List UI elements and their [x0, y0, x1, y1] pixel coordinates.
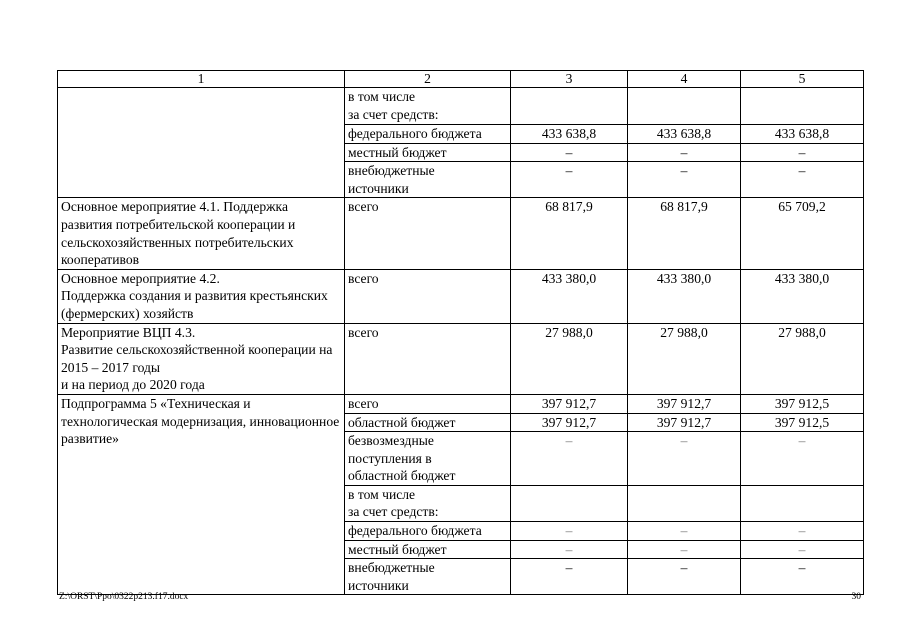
- measure-name: Основное мероприятие 4.2. Поддержка создания и развития крестьянских (фермерских) хозяйств: [58, 269, 345, 323]
- cell: 397 912,5: [741, 394, 864, 413]
- cell: –: [511, 522, 628, 541]
- measure-name: Основное мероприятие 4.1. Поддержка развития потребительской кооперации и сельскохозяйственных потребительских кооперативов: [58, 198, 345, 269]
- subprogram-name: Подпрограмма 5 «Техническая и технологическая модернизация, инновационное развитие»: [58, 394, 345, 595]
- cell: 68 817,9: [511, 198, 628, 269]
- cell: 397 912,5: [741, 413, 864, 432]
- col-header-3: 3: [511, 71, 628, 88]
- table-row: [58, 88, 864, 125]
- empty-cell: [58, 88, 345, 198]
- cell: –: [628, 522, 741, 541]
- row-label: всего: [345, 394, 511, 413]
- cell: –: [741, 143, 864, 162]
- cell: [511, 88, 628, 125]
- cell: –: [628, 162, 741, 198]
- cell: –: [628, 540, 741, 559]
- cell: 433 638,8: [628, 125, 741, 144]
- cell: –: [511, 540, 628, 559]
- row-label: федерального бюджета: [345, 125, 511, 144]
- cell: –: [741, 559, 864, 595]
- cell: –: [628, 559, 741, 595]
- cell: –: [741, 432, 864, 486]
- header-row: [58, 71, 864, 88]
- cell: 397 912,7: [511, 413, 628, 432]
- cell: 433 380,0: [511, 269, 628, 323]
- cell: 397 912,7: [511, 394, 628, 413]
- cell: [741, 88, 864, 125]
- row-label: всего: [345, 269, 511, 323]
- row-label: областной бюджет: [345, 413, 511, 432]
- cell: 27 988,0: [741, 323, 864, 394]
- col-header-4: 4: [628, 71, 741, 88]
- cell: 68 817,9: [628, 198, 741, 269]
- budget-table: [57, 70, 864, 595]
- measure-name: Мероприятие ВЦП 4.3. Развитие сельскохозяйственной кооперации на 2015 – 2017 годы и на период до 2020 года: [58, 323, 345, 394]
- col-header-1: 1: [58, 71, 345, 88]
- footer-file-path: Z:\ORST\Ppo\0322p213.f17.docx: [59, 592, 189, 602]
- cell: 397 912,7: [628, 413, 741, 432]
- cell: –: [511, 432, 628, 486]
- col-header-2: 2: [345, 71, 511, 88]
- row-label: всего: [345, 323, 511, 394]
- row-label: всего: [345, 198, 511, 269]
- cell: [628, 88, 741, 125]
- cell: –: [741, 162, 864, 198]
- cell: –: [511, 559, 628, 595]
- cell: –: [628, 143, 741, 162]
- cell: –: [741, 540, 864, 559]
- row-label: в том числе за счет средств:: [345, 88, 511, 125]
- cell: –: [511, 143, 628, 162]
- cell: [511, 485, 628, 521]
- footer-page-number: 30: [851, 592, 861, 602]
- cell: –: [741, 522, 864, 541]
- cell: 27 988,0: [628, 323, 741, 394]
- cell: [628, 485, 741, 521]
- cell: –: [511, 162, 628, 198]
- cell: 433 638,8: [741, 125, 864, 144]
- row-label: внебюджетные источники: [345, 559, 511, 595]
- col-header-5: 5: [741, 71, 864, 88]
- row-label: в том числе за счет средств:: [345, 485, 511, 521]
- row-label: местный бюджет: [345, 143, 511, 162]
- cell: 65 709,2: [741, 198, 864, 269]
- cell: 433 380,0: [628, 269, 741, 323]
- row-label: внебюджетные источники: [345, 162, 511, 198]
- table-row: [58, 198, 864, 269]
- cell: 433 380,0: [741, 269, 864, 323]
- cell: 27 988,0: [511, 323, 628, 394]
- row-label: местный бюджет: [345, 540, 511, 559]
- cell: 397 912,7: [628, 394, 741, 413]
- table-row: [58, 269, 864, 323]
- table-row: [58, 394, 864, 413]
- row-label: федерального бюджета: [345, 522, 511, 541]
- cell: –: [628, 432, 741, 486]
- row-label: безвозмездные поступления в областной бюджет: [345, 432, 511, 486]
- cell: [741, 485, 864, 521]
- table-row: [58, 323, 864, 394]
- cell: 433 638,8: [511, 125, 628, 144]
